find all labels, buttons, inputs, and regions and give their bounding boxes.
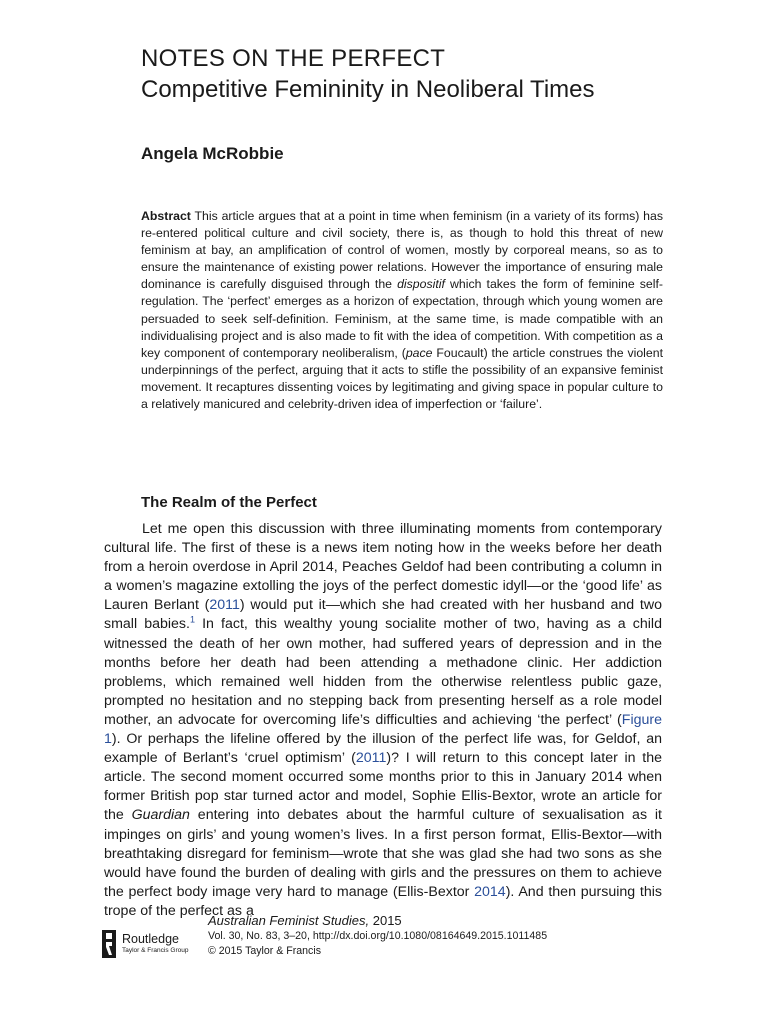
journal-year: 2015	[369, 913, 402, 928]
article-title: NOTES ON THE PERFECT	[141, 45, 446, 72]
section-heading: The Realm of the Perfect	[141, 494, 317, 511]
journal-line	[208, 912, 668, 929]
body-text-1: Let me open this discussion with three illuminating moments from contemporary cultural life. The first of these is a news item noting how in the weeks before her death from a heroin overdose in April 2014, Peaches Geldof had been contributing a column in a women’s magazine extolling the joys of the perfect domestic idyll—or the ‘good life’ as Lauren Berlant (	[104, 521, 662, 614]
citation-link-berlant-2011-b[interactable]: 2011	[355, 750, 387, 767]
body-paragraph	[104, 520, 662, 921]
footer-citation	[208, 912, 668, 958]
body-text-4: ). Or perhaps the lifeline offered by the illusion of the perfect life was, for Geldof, an example of Berlant’s ‘cruel optimism’ (	[104, 731, 662, 767]
body-text-5: )? I will return to this concept later in the article. The second moment occurred some months prior to this in January 2014 when former British pop star turned actor and model, Sophie Ellis-Bextor, wrote an article for the	[104, 750, 662, 824]
abstract-text-3: Foucault) the article construes the violent underpinnings of the perfect, arguing that it acts to stifle the possibility of an expansive feminist movement. It recaptures dissenting voices by legitimating and giving space in popular culture to a relatively manicured and celebrity-driven idea of imperfection or ‘failure’.	[141, 345, 663, 412]
author-name: Angela McRobbie	[141, 144, 284, 163]
abstract-text-1: This article argues that at a point in time when feminism (in a variety of its forms) has re-entered political culture and civil society, there is, as though to hold this threat of new feminism at bay, an amplification of control of women, mostly by corporeal means, so as to ensure the maintenance of existing power relations. However the importance of ensuring male dominance is carefully disguised through the	[141, 209, 663, 292]
body-text-6: entering into debates about the harmful culture of sexualisation as it impinges on girls’ and young women’s lives. In a first person format, Ellis-Bextor—with breathtaking disregard for feminism—wrote that she was glad she had two sons as she would have found the burden of dealing with girls and the pressures on them to achieve the perfect body image very hard to manage (Ellis-Bextor	[104, 807, 662, 900]
logo-brand-text: Routledge	[122, 932, 179, 946]
citation-link-ellis-bextor-2014[interactable]: 2014	[474, 883, 506, 900]
logo-subtext: Taylor & Francis Group	[122, 947, 189, 954]
abstract-label: Abstract	[141, 209, 191, 223]
footnote-link-1[interactable]: 1	[189, 614, 195, 625]
figure-1-link[interactable]: Figure 1	[104, 711, 662, 748]
body-text-3: In fact, this wealthy young socialite mother of two, having as a child witnessed the death of her own mother, had suffered years of depression and in the months before her death had been attending a methadone clinic. Her addiction problems, which remained well hidden from the otherwise relentless public gaze, prompted no hesitation and no stepping back from presenting herself as a role model mother, an advocate for overcoming life’s difficulties and achieving ‘the perfect’ (	[104, 616, 662, 728]
citation-link-berlant-2011[interactable]: 2011	[209, 597, 240, 614]
abstract-dispositif: dispositif	[397, 277, 445, 292]
journal-name: Australian Feminist Studies,	[208, 913, 370, 928]
body-text-2: ) would put it—which she had created with her husband and two small babies.	[104, 597, 662, 633]
copyright: © 2015 Taylor & Francis	[208, 944, 322, 957]
abstract-pace: pace	[405, 345, 433, 360]
body-text-7: ). And then pursuing this trope of the perfect as a	[104, 883, 662, 919]
abstract	[141, 208, 663, 413]
abstract-text-2: which takes the form of feminine self-regulation. The ‘perfect’ emerges as a horizon of expectation, through which young women are persuaded to seek self-definition. Feminism, at the same time, is made compatible with an individualising project and is also made to fit with the idea of competition. With competition as a key component of contemporary neoliberalism, (	[141, 277, 663, 360]
title-block	[141, 44, 741, 106]
article-subtitle: Competitive Femininity in Neoliberal Times	[141, 76, 595, 103]
guardian-italic: Guardian	[131, 807, 190, 824]
routledge-logo	[102, 930, 202, 958]
volume-doi: Vol. 30, No. 83, 3–20, http://dx.doi.org/10.1080/08164649.2015.1011485	[208, 930, 548, 942]
